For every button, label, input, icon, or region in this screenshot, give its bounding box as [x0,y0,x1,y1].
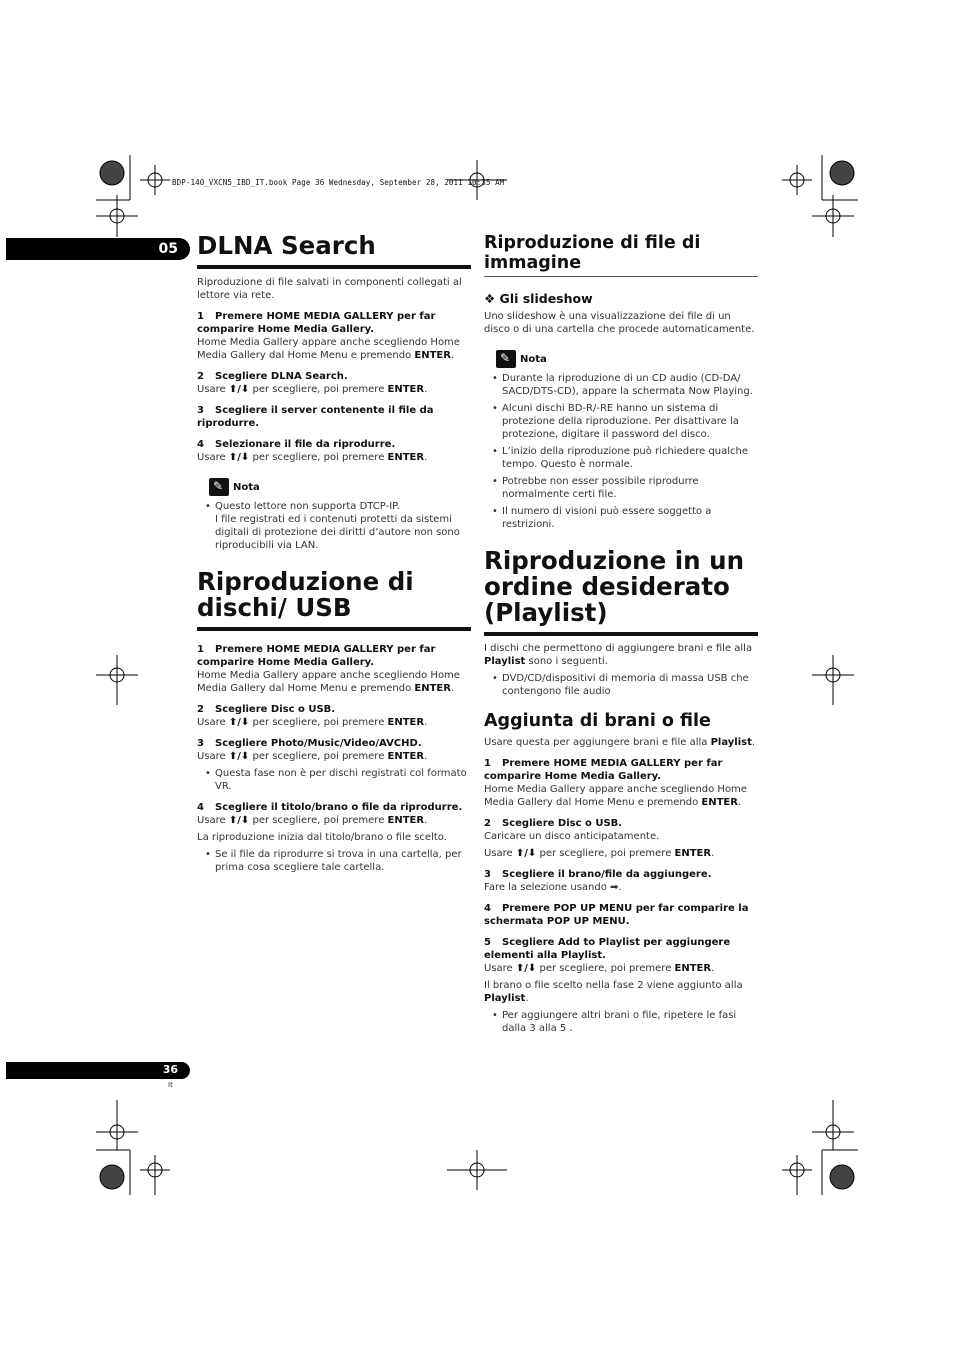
disc-step-3: 3 Scegliere Photo/Music/Video/AVCHD. [197,738,422,749]
disc-step-2: 2 Scegliere Disc o USB. [197,704,336,715]
dlna-step-3: 3 Scegliere il server contenente il file da riprodurre. [197,405,434,429]
dlna-step-2-desc: Usare ⬆/⬇ per scegliere, poi premere ENTER. [197,384,428,395]
add-step-5-use: Usare ⬆/⬇ per scegliere, poi premere ENTER. [484,963,715,974]
dlna-step-4-desc: Usare ⬆/⬇ per scegliere, poi premere ENTER. [197,452,428,463]
dlna-note-item: • Questo lettore non supporta DTCP-IP. I file registrati ed i contenuti protetti da sistemi digitali di protezione dei diritti d’autore non sono riproducibili via LAN. [197,500,471,552]
disc-step-4-note: La riproduzione inizia dal titolo/brano o file scelto. [197,832,447,843]
image-title: Riproduzione di file di immagine [484,233,758,277]
add-step-4: 4 Premere POP UP MENU per far comparire la schermata POP UP MENU. [484,903,749,927]
add-step-3-desc: Fare la selezione usando ➡. [484,882,622,893]
disc-step-4-desc: Usare ⬆/⬇ per scegliere, poi premere ENTER. [197,815,428,826]
add-step-5-bullet: • Per aggiungere altri brani o file, ripetere le fasi dalla 3 alla 5 . [484,1009,758,1035]
add-step-2: 2 Scegliere Disc o USB. [484,818,623,829]
add-step-2-desc: Caricare un disco anticipatamente. [484,831,660,842]
disc-step-3-desc: Usare ⬆/⬇ per scegliere, poi premere ENTER. [197,751,428,762]
playlist-bullet: • DVD/CD/dispositivi di memoria di massa USB che contengono file audio [484,672,758,698]
add-step-5-desc: Il brano o file scelto nella fase 2 viene aggiunto alla Playlist. [484,980,743,1004]
right-column [484,233,758,1035]
slideshow-desc: Uno slideshow è una visualizzazione dei file di un disco o di una cartella che procede automaticamente. [484,311,755,335]
page-number: 36 [162,1063,178,1076]
image-note-header: ✎ Nota [496,350,758,368]
book-header-line: BDP-140_VXCN5_IBD_IT.book Page 36 Wednesday, September 28, 2011 10:35 AM [172,178,505,187]
playlist-title: Riproduzione in un ordine desiderato (Playlist) [484,548,758,636]
disc-step-4-bullet: • Se il file da riprodurre si trova in una cartella, per prima cosa scegliere tale cartella. [197,848,471,874]
dlna-title: DLNA Search [197,233,471,269]
note-pencil-icon [496,350,516,368]
add-title: Aggiunta di brani o file [484,711,711,731]
playlist-intro: I dischi che permettono di aggiungere brani e file alla Playlist sono i seguenti. [484,643,753,667]
add-step-2-use: Usare ⬆/⬇ per scegliere, poi premere ENTER. [484,848,715,859]
chapter-number: 05 [158,241,178,257]
image-note-item-1: • Durante la riproduzione di un CD audio (CD-DA/ SACD/DTS-CD), appare la schermata Now Playing. [484,372,758,398]
image-note-item-2: • Alcuni dischi BD-R/-RE hanno un sistema di protezione della riproduzione. Per disattivare la protezione, digitare il password del disco. [484,402,758,441]
add-step-5: 5 Scegliere Add to Playlist per aggiungere elementi alla Playlist. [484,937,731,961]
add-step-3: 3 Scegliere il brano/file da aggiungere. [484,869,712,880]
chapter-tab [6,238,190,260]
image-note-item-4: • Potrebbe non esser possibile riprodurre normalmente certi file. [484,475,758,501]
dlna-step-2: 2 Scegliere DLNA Search. [197,371,348,382]
add-step-1: 1 Premere HOME MEDIA GALLERY per far comparire Home Media Gallery. [484,758,723,782]
page-language: It [168,1081,173,1089]
disc-step-1-desc: Home Media Gallery appare anche scegliendo Home Media Gallery dal Home Menu e premendo ENTER. [197,670,460,694]
slideshow-subtitle: ❖ Gli slideshow [484,291,593,306]
image-note-item-5: • Il numero di visioni può essere soggetto a restrizioni. [484,505,758,531]
dlna-step-1-desc: Home Media Gallery appare anche scegliendo Home Media Gallery dal Home Menu e premendo ENTER. [197,337,460,361]
image-note-item-3: • L’inizio della riproduzione può richiedere qualche tempo. Questo è normale. [484,445,758,471]
disc-step-3-bullet: • Questa fase non è per dischi registrati col formato VR. [197,767,471,793]
disc-step-4: 4 Scegliere il titolo/brano o file da riprodurre. [197,802,463,813]
dlna-intro: Riproduzione di file salvati in componenti collegati al lettore via rete. [197,277,462,301]
add-intro: Usare questa per aggiungere brani e file alla Playlist. [484,737,756,748]
disc-step-1: 1 Premere HOME MEDIA GALLERY per far comparire Home Media Gallery. [197,644,436,668]
disc-step-2-desc: Usare ⬆/⬇ per scegliere, poi premere ENTER. [197,717,428,728]
dlna-note-header: ✎ Nota [209,478,471,496]
add-step-1-desc: Home Media Gallery appare anche scegliendo Home Media Gallery dal Home Menu e premendo ENTER. [484,784,747,808]
note-pencil-icon [209,478,229,496]
dlna-step-4: 4 Selezionare il file da riprodurre. [197,439,396,450]
left-column [197,233,471,874]
page-number-tab [6,1062,190,1079]
disc-usb-title: Riproduzione di dischi/ USB [197,569,471,631]
dlna-step-1: 1 Premere HOME MEDIA GALLERY per far comparire Home Media Gallery. [197,311,436,335]
